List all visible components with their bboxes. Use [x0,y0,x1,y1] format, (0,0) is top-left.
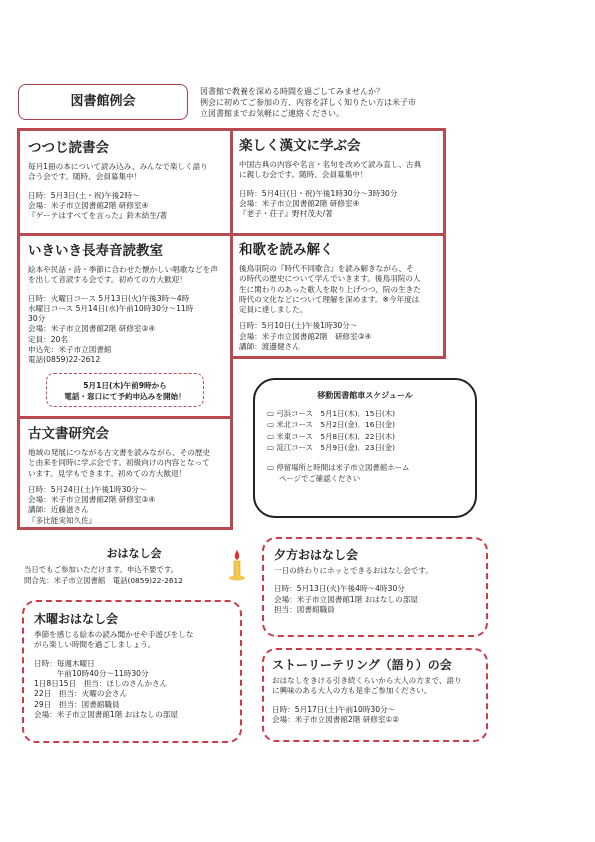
section-storytelling: ストーリーテリング（語り）の会 おはなしをきける引き続くらいから大人の方まで、語り に興味のある大人の方も是非ご参加ください。 日時：5月17日(土)午前10時30分～ 会場：米子市立図書館2階 研修室①② [262,648,488,742]
schedule-row: ▭ 淀江コース 5月9日(金)．23日(金) [267,443,396,452]
bus-icon: ▭ [267,420,277,429]
page-title: 図書館例会 [18,84,188,120]
bus-icon: ▭ [267,443,277,452]
reservation-note: 5月1日(木)午前9時から 電話・窓口にて予約申込みを開始！ [46,373,204,407]
schedule-title: 移動図書館車スケジュール [317,391,413,400]
section-kobunsho: 古文書研究会 地域の発展につながる古文書を読みながら、その歴史 と由来を同時に学ぶ会です。初級向けの内容となって います。見学もできます。初めての方大歓迎！ 日時：5月24日(土)午後1時30分～ 会場：米子市立図書館2階 研修室③④ 講師：近藤滋さん 『多比能実知久佐』 [17,416,233,530]
section-title: ストーリーテリング（語り）の会 [272,658,452,672]
bus-icon: ▭ [267,408,277,418]
section-waka: 和歌を読み解く 後鳥羽院の『時代不同歌合』を読み解きながら、そ の時代の歴史について学んでいきます。後鳥羽院の人 生に関わりのあった歌人を取り上げつつ、院の生きた 時代の文化などについて理解を深めます。※今年度は 定員に達しました。 日時：5月10日(土)午後1時30分～ 会場：米子市立図書館2階 研修室③④ 講師：渡邊健さん [230,233,446,359]
section-title: 木曜おはなし会 [34,612,119,626]
section-yugata: 夕方おはなし会 一日の終わりにホッとできるおはなし会です。 日時：5月13日(火)午後4時～4時30分 会場：米子市立図書館1階 おはなしの部屋 担当：図書館職員 [262,537,488,637]
section-title: 和歌を読み解く [239,242,334,258]
schedule-row: ▭ 米東コース 5月8日(木)．22日(木) [267,431,396,441]
section-tsutsuji: つつじ読書会 毎月1冊の本について読み込み、みんなで楽しく語り 合う会です。随時、会員募集中！ 日時：5月3日(土・祝)午後2時～ 会場：米子市立図書館2階 研修室④ 『ゲーテはすべてを言った』鈴木結生/著 [17,128,233,236]
section-mokuyou: 木曜おはなし会 季節を感じる絵本の読み聞かせや手遊びをしな がら楽しい時間を過ごしましょう。 日時：毎週木曜日 午前10時40分～11時30分 1日8日15日 担当：ほしのさんかさん 22日 担当：火曜の会さん 29日 担当：図書館職員 会場：米子市立図書館1階 おはなしの部屋 [22,600,242,743]
bus-icon: ▭ [267,431,277,441]
section-title: つつじ読書会 [28,140,109,156]
schedule-row: ▭ 米北コース 5月2日(金)．16日(金) [267,420,396,429]
section-title: 楽しく漢文に学ぶ会 [239,138,361,154]
section-title: 古文書研究会 [28,426,109,442]
section-title: いきいき長寿音読教室 [28,243,163,259]
candle-icon [228,548,246,582]
section-kanbun: 楽しく漢文に学ぶ会 中国古典の内容や名言・名句を改めて読み直し、古典 に親しむ会です。随時、会員募集中！ 日時：5月4日(日・祝)午後1時30分～3時30分 会場：米子市立図書館2階 研修室④ 『老子・荘子』野村茂夫/著 [230,128,446,236]
bus-icon: ▭ [267,462,277,472]
section-title: 夕方おはなし会 [274,548,359,562]
section-ongaku: いきいき長寿音読教室 絵本や民話・詩・季節に合わせた懐かしい唱歌などを声 を出して音読する会です。初めての方大歓迎！ 日時：火曜日コース 5月13日(火)午後3時～4時 水曜日コース 5月14日(水)午前10時30分～11時 30分 会場：米子市立図書館2階 研修室③④ 定員：20名 申込先：米子市立図書館 電話(0859)22-2612 [17,233,233,419]
schedule-footer: ▭ 停留場所と時間は米子市立図書館ホーム [267,462,410,472]
ohanashi-header: おはなし会 当日でもご参加いただけます。申込不要です。 問合先：米子市立図書館 電話(0859)22-2612 [24,545,244,586]
mobile-library-schedule: 移動図書館車スケジュール ▭ 弓浜コース 5月1日(木)．15日(木) ▭ 米北コース 5月2日(金)．16日(金) ▭ 米東コース 5月8日(木)．22日(木) ▭ 淀江コース 5月9日(金)．23日(金) ▭ 停留場所と時間は米子市立図書館ホーム ページでご確認ください [253,378,477,518]
ohanashi-title: おはなし会 [106,547,162,560]
schedule-row: ▭ 弓浜コース 5月1日(木)．15日(木) [267,408,396,418]
intro-text: 図書館で教養を深める時間を過ごしてみませんか？ 例会に初めてご参加の方、内容を詳しく知りたい方は米子市 立図書館までお気軽にご連絡ください。 [200,87,416,118]
